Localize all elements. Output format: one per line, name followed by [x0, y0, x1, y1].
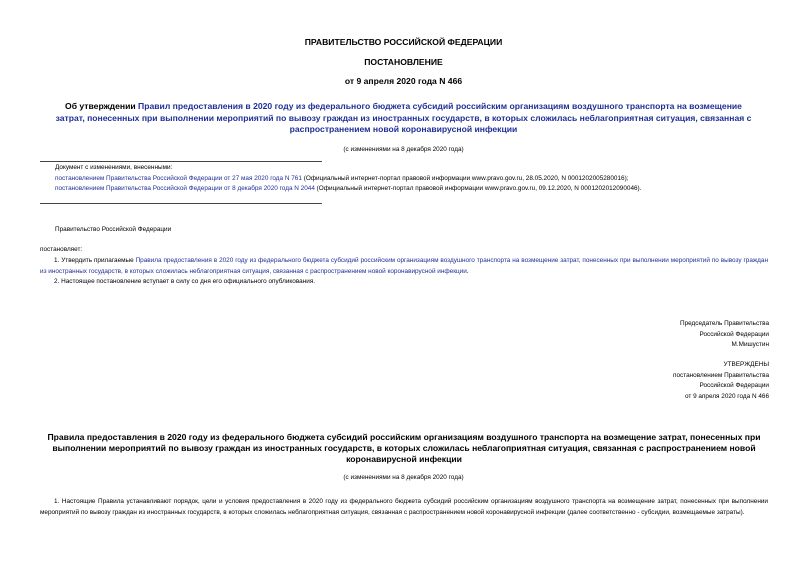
decision-item-1: 1. Утвердить прилагаемые Правила предоставления в 2020 году из федерального бюджета субсидий российским организациям воздушного транспорта на возмещение затрат, понесенных при выполнении мероприятий по вывозу граждан из иностранных государств, в которых сложилась неблагоприятная ситуация, связанная с распространением новой коронавирусной инфекции. — [40, 257, 768, 275]
rules-title: Правила предоставления в 2020 году из федерального бюджета субсидий российским организациям воздушного транспорта на возмещение затрат, понесенных при выполнении мероприятий по вывозу граждан из иностранных государств, в которых сложилась неблагоприятная ситуация, связанная с распространением новой коронавирусной инфекции — [47, 432, 761, 464]
changes-intro: Документ с изменениями, внесенными: — [55, 164, 173, 171]
document-title — [52, 101, 755, 136]
change-link[interactable]: постановлением Правительства Российской Федерации от 27 мая 2020 года N 761 — [55, 174, 302, 182]
title-prefix: Об утверждении — [65, 101, 139, 111]
rules-link[interactable]: Правила предоставления в 2020 году из федерального бюджета субсидий российским организациям воздушного транспорта на возмещение затрат, понесенных при выполнении мероприятий по вывозу граждан из иностранных государств, в которых сложилась неблагоприятная ситуация, связанная с распространением новой коронавирусной инфекции — [40, 257, 768, 275]
government-line: Правительство Российской Федерации — [55, 226, 172, 233]
signature-block: Председатель Правительства Российской Федерации М.Мишустин — [680, 320, 769, 348]
approved-block: УТВЕРЖДЕНЫ постановлением Правительства Российской Федерации от 9 апреля 2020 года N 466 — [673, 361, 769, 400]
government-heading: ПРАВИТЕЛЬСТВО РОССИЙСКОЙ ФЕДЕРАЦИИ — [304, 37, 503, 47]
document-date-number: от 9 апреля 2020 года N 466 — [344, 76, 463, 86]
amended-note: (с изменениями на 8 декабря 2020 года) — [343, 146, 464, 153]
divider-top — [40, 161, 322, 162]
changes-block — [55, 163, 785, 195]
change-item: постановлением Правительства Российской Федерации от 27 мая 2020 года N 761 (Официальный интернет-портал правовой информации www.pravo.gov.ru, 28.05.2020, N 0001202005280016); — [55, 174, 629, 182]
document-type: ПОСТАНОВЛЕНИЕ — [364, 57, 443, 67]
decision-item-2: 2. Настоящее постановление вступает в силу со дня его официального опубликования. — [54, 278, 316, 285]
decides-line: постановляет: — [40, 246, 83, 253]
rules-paragraph-1: 1. Настоящие Правила устанавливают порядок, цели и условия предоставления в 2020 году из федерального бюджета субсидий российским организациям воздушного транспорта на возмещение затрат, понесенных при выполнении мероприятий по вывозу граждан из иностранных государств, в которых сложилась неблагоприятная ситуация, связанная с распространением новой коронавирусной инфекции (далее соответственно - субсидии, возмещаемые затраты). — [40, 498, 768, 516]
title-link[interactable]: Правил предоставления в 2020 году из федерального бюджета субсидий российским организациям воздушного транспорта на возмещение затрат, понесенных при выполнении мероприятий по вывозу граждан из иностранных государств, в которых сложилась неблагоприятная ситуация, связанная с распространением новой коронавирусной инфекции — [55, 101, 752, 134]
rules-amended-note: (с изменениями на 8 декабря 2020 года) — [343, 474, 464, 481]
change-item: постановлением Правительства Российской Федерации от 8 декабря 2020 года N 2044 (Официальный интернет-портал правовой информации www.pravo.gov.ru, 09.12.2020, N 0001202012090046). — [55, 185, 642, 192]
divider-bottom — [40, 203, 322, 204]
change-link[interactable]: постановлением Правительства Российской Федерации от 8 декабря 2020 года N 2044 — [55, 185, 315, 192]
